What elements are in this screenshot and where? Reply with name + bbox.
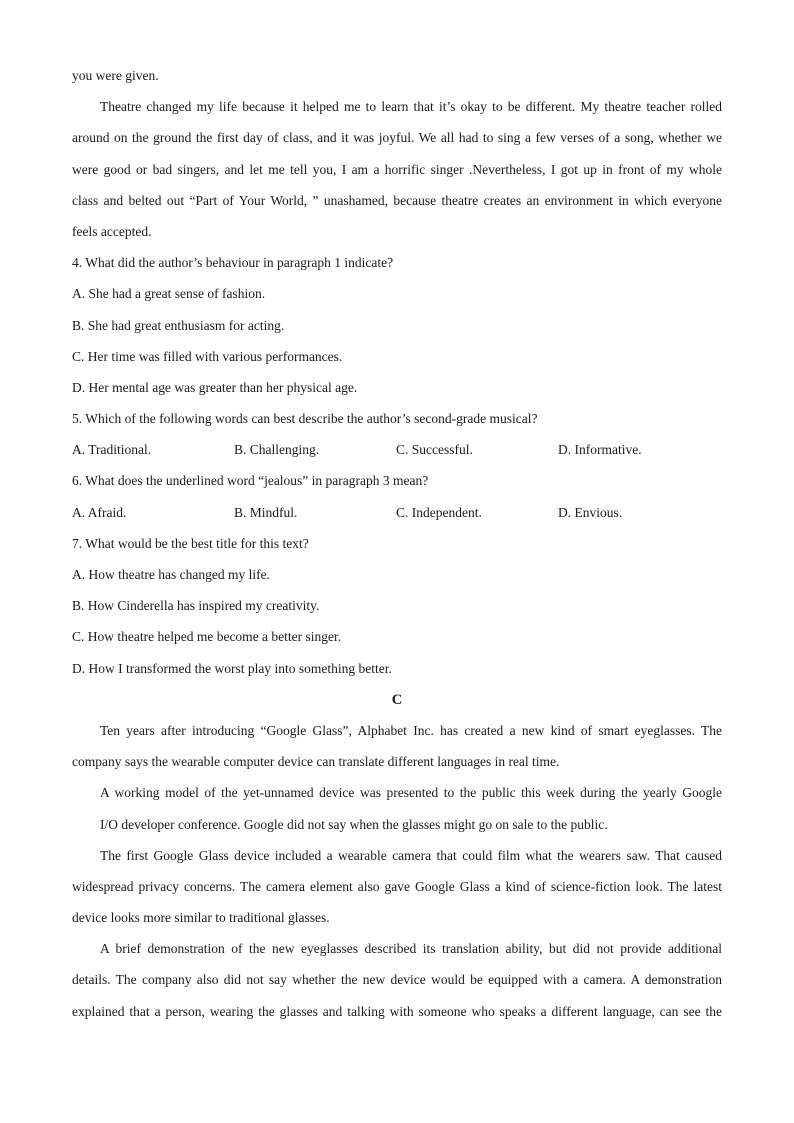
question-stem: 4. What did the author’s behaviour in paragraph 1 indicate? (72, 255, 394, 271)
passage-line: I/O developer conference. Google did not say when the glasses might go on sale to the public. (100, 816, 608, 832)
answer-option: C. How theatre helped me become a better singer. (72, 629, 342, 645)
answer-option: A. Traditional. (72, 442, 152, 458)
page-content (72, 63, 722, 1030)
passage-line: A working model of the yet-unnamed device was presented to the public this week during the yearly Google (100, 785, 722, 801)
answer-option: D. Informative. (558, 442, 642, 458)
answer-option: B. She had great enthusiasm for acting. (72, 317, 285, 333)
passage-line: Ten years after introducing “Google Glass”, Alphabet Inc. has created a new kind of smart eyeglasses. The (100, 722, 722, 738)
passage-line: you were given. (72, 68, 159, 83)
question-stem: 6. What does the underlined word “jealous” in paragraph 3 mean? (72, 473, 429, 489)
answer-option: B. Challenging. (234, 442, 320, 458)
answer-option: A. She had a great sense of fashion. (72, 286, 266, 302)
passage-line: Theatre changed my life because it helped me to learn that it’s okay to be different. My theatre teacher rolled (100, 99, 722, 115)
passage-line: explained that a person, wearing the glasses and talking with someone who speaks a different language, can see the (72, 1003, 722, 1019)
passage-line: were good or bad singers, and let me tell you, I am a horrific singer .Nevertheless, I got up in front of my whole (72, 161, 722, 177)
answer-options-row (72, 500, 722, 531)
question-stem: 5. Which of the following words can best describe the author’s second-grade musical? (72, 411, 538, 427)
passage-line: device looks more similar to traditional glasses. (72, 910, 330, 926)
answer-option: D. Envious. (558, 504, 623, 520)
passage-line: company says the wearable computer device can translate different languages in real time. (72, 754, 560, 770)
answer-option: B. How Cinderella has inspired my creativity. (72, 598, 320, 614)
answer-option: D. How I transformed the worst play into something better. (72, 660, 392, 676)
answer-options-row (72, 437, 722, 468)
section-heading: C (391, 691, 403, 708)
passage-line: feels accepted. (72, 223, 152, 239)
question-stem: 7. What would be the best title for this text? (72, 535, 309, 551)
answer-option: D. Her mental age was greater than her physical age. (72, 379, 358, 395)
answer-option: A. Afraid. (72, 504, 127, 520)
passage-line: widespread privacy concerns. The camera element also gave Google Glass a kind of science-fiction look. The latest (72, 878, 722, 894)
passage-line: details. The company also did not say whether the new device would be equipped with a camera. A demonstration (72, 972, 722, 988)
answer-option: C. Successful. (396, 442, 473, 458)
passage-line: The first Google Glass device included a wearable camera that could film what the wearers saw. That caused (100, 847, 722, 863)
passage-line: A brief demonstration of the new eyeglasses described its translation ability, but did not provide additional (100, 941, 722, 957)
passage-line: class and belted out “Part of Your World, ” unashamed, because theatre creates an environment in which everyone (72, 192, 722, 208)
passage-line: around on the ground the first day of class, and it was joyful. We all had to sing a few verses of a song, whether we (72, 130, 722, 146)
answer-option: A. How theatre has changed my life. (72, 567, 270, 582)
answer-option: B. Mindful. (234, 504, 298, 520)
answer-option: C. Her time was filled with various performances. (72, 348, 343, 364)
answer-option: C. Independent. (396, 504, 482, 520)
